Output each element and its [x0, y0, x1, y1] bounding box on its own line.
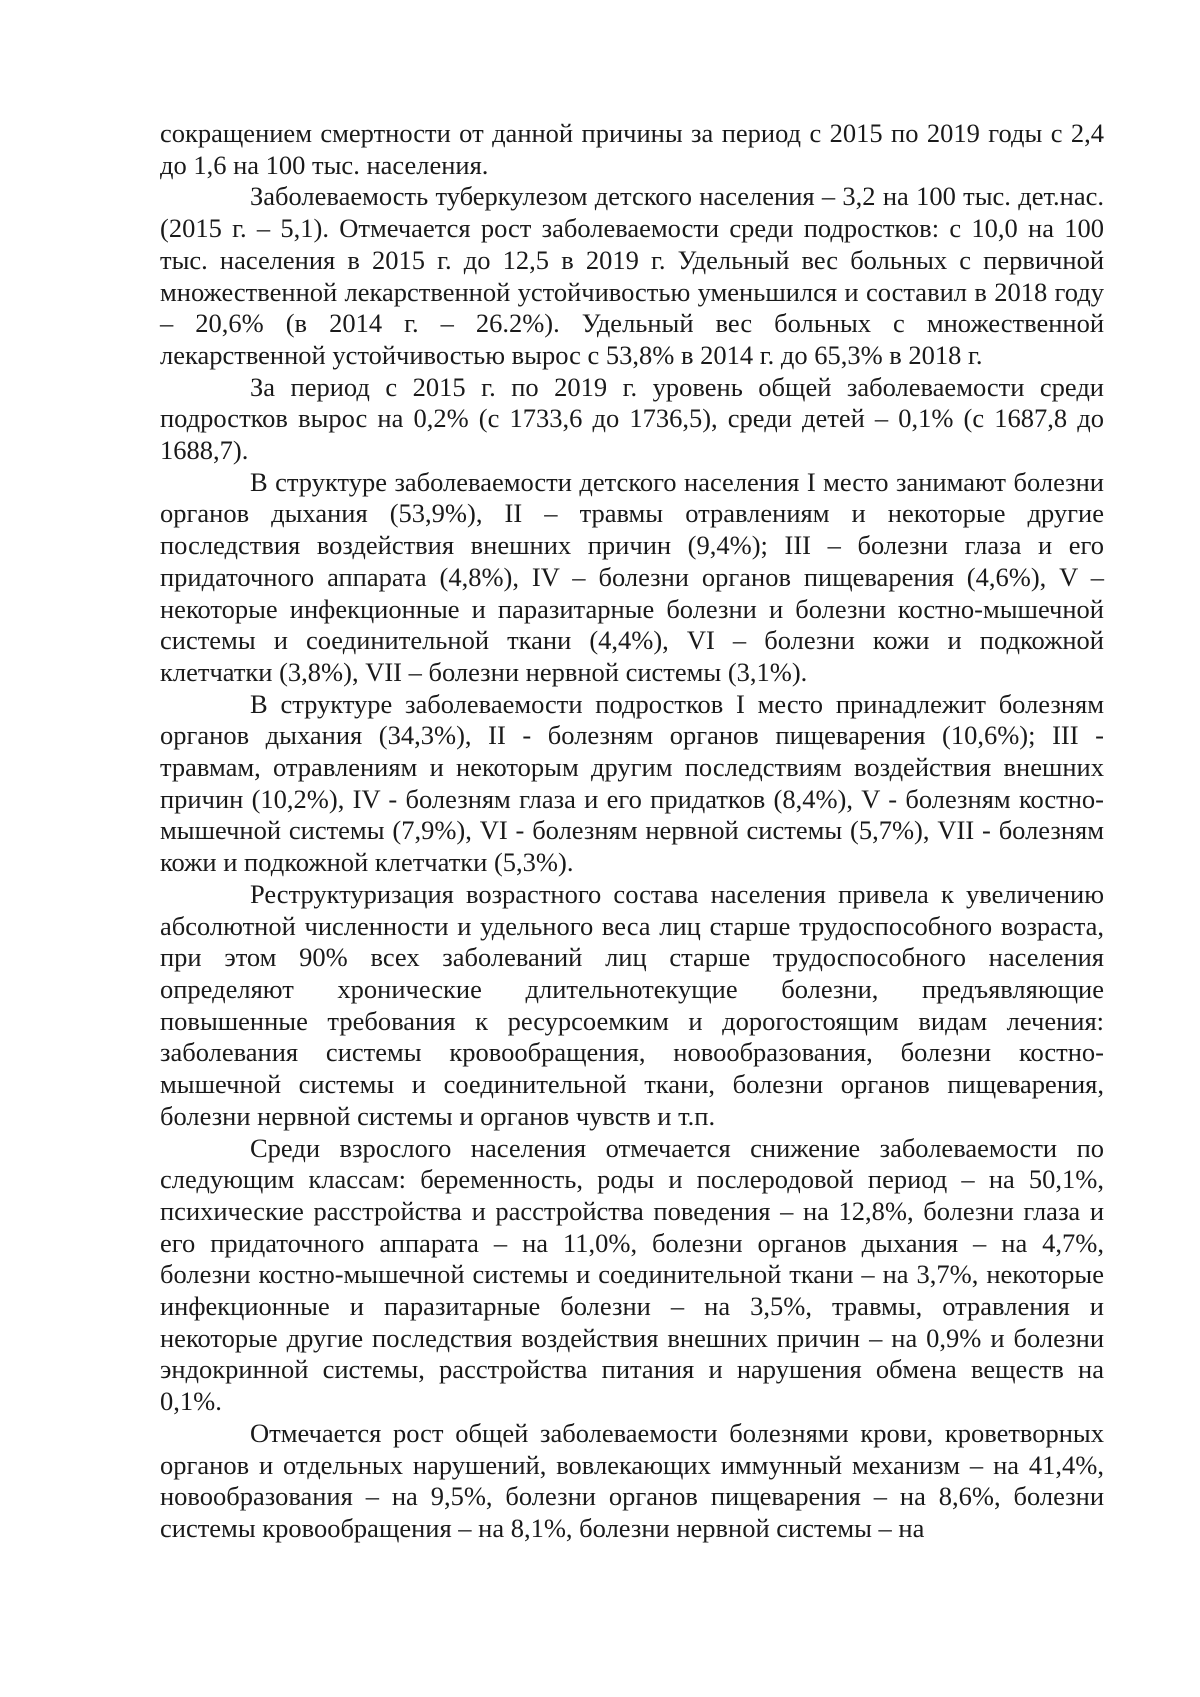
paragraph-adult-decrease: Среди взрослого населения отмечается снижение заболеваемости по следующим классам: беременность, роды и послеродовой период – на 50,1%, психические расстройства и расстройства поведения – на 12,8%, болезни глаза и его придаточного аппарата – на 11,0%, болезни органов дыхания – на 4,7%, болезни костно-мышечной системы и соединительной ткани – на 3,7%, некоторые инфекционные и паразитарные болезни – на 3,5%, травмы, отравления и некоторые другие последствия воздействия внешних причин – на 0,9% и болезни эндокринной системы, расстройства питания и нарушения обмена веществ на 0,1%. [160, 1132, 1104, 1417]
paragraph-tuberculosis: Заболеваемость туберкулезом детского населения – 3,2 на 100 тыс. дет.нас. (2015 г. – 5,1). Отмечается рост заболеваемости среди подростков: с 10,0 на 100 тыс. населения в 2015 г. до 12,5 в 2019 г. Удельный вес больных с первичной множественной лекарственной устойчивостью уменьшился и составил в 2018 году – 20,6% (в 2014 г. – 26.2%). Удельный вес больных с множественной лекарственной устойчивостью вырос с 53,8% в 2014 г. до 65,3% в 2018 г. [160, 181, 1104, 370]
paragraph-growth: Отмечается рост общей заболеваемости болезнями крови, кроветворных органов и отдельных нарушений, вовлекающих иммунный механизм – на 41,4%, новообразования – на 9,5%, болезни органов пищеварения – на 8,6%, болезни системы кровообращения – на 8,1%, болезни нервной системы – на [160, 1417, 1104, 1543]
paragraph-age-restructuring: Реструктуризация возрастного состава населения привела к увеличению абсолютной численности и удельного веса лиц старше трудоспособного возраста, при этом 90% всех заболеваний лиц старше трудоспособного населения определяют хронические длительнотекущие болезни, предъявляющие повышенные требования к ресурсоемким и дорогостоящим видам лечения: заболевания системы кровообращения, новообразования, болезни костно-мышечной системы и соединительной ткани, болезни органов пищеварения, болезни нервной системы и органов чувств и т.п. [160, 878, 1104, 1131]
paragraph-adolescents-structure: В структуре заболеваемости подростков I место принадлежит болезням органов дыхания (34,3%), II - болезням органов пищеварения (10,6%); III - травмам, отравлениям и некоторым другим последствиям воздействия внешних причин (10,2%), IV - болезням глаза и его придатков (8,4%), V - болезням костно-мышечной системы (7,9%), VI - болезням нервной системы (5,7%), VII - болезням кожи и подкожной клетчатки (5,3%). [160, 688, 1104, 878]
document-body [160, 118, 1104, 1545]
paragraph-children-structure: В структуре заболеваемости детского населения I место занимают болезни органов дыхания (53,9%), II – травмы отравлениям и некоторые другие последствия воздействия внешних причин (9,4%); III – болезни глаза и его придаточного аппарата (4,8%), IV – болезни органов пищеварения (4,6%), V – некоторые инфекционные и паразитарные болезни и болезни костно-мышечной системы и соединительной ткани (4,4%), VI – болезни кожи и подкожной клетчатки (3,8%), VII – болезни нервной системы (3,1%). [160, 466, 1104, 687]
paragraph-mortality-continuation: сокращением смертности от данной причины за период с 2015 по 2019 годы с 2,4 до 1,6 на 100 тыс. населения. [160, 118, 1104, 180]
paragraph-general-morbidity: За период с 2015 г. по 2019 г. уровень общей заболеваемости среди подростков вырос на 0,2% (с 1733,6 до 1736,5), среди детей – 0,1% (с 1687,8 до 1688,7). [160, 371, 1104, 466]
